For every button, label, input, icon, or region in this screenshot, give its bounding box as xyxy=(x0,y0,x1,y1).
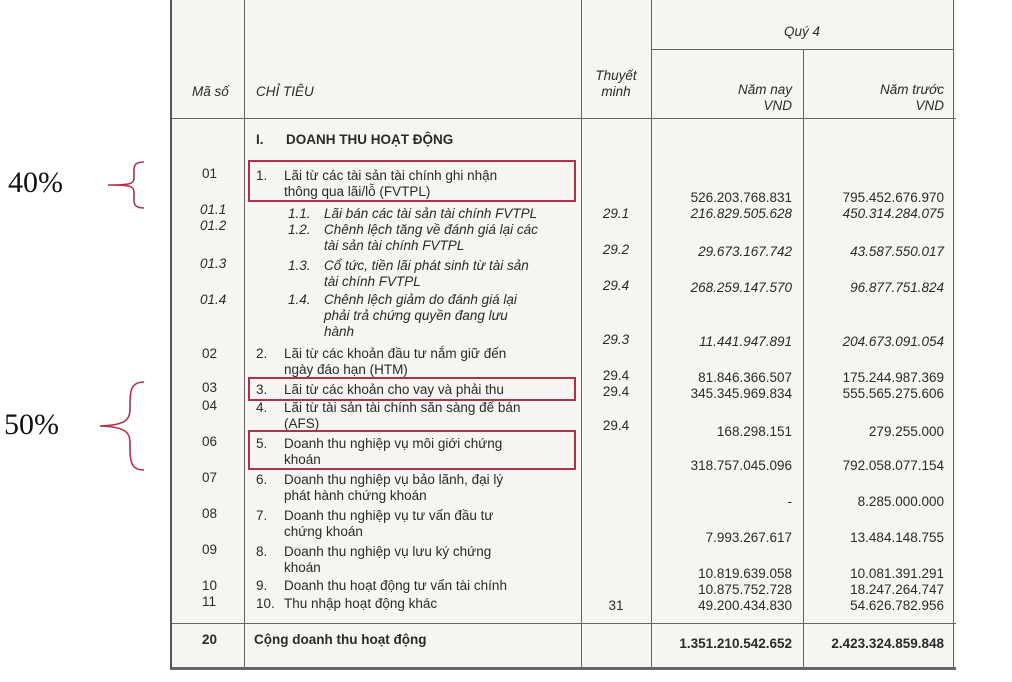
row-014-label-1: Chênh lệch giảm do đánh giá lại xyxy=(324,292,517,307)
header-line xyxy=(172,118,956,119)
row-10-previous: 18.247.264.747 xyxy=(850,582,944,597)
row-06-current: 318.757.045.096 xyxy=(690,458,792,473)
row-012-current: 29.673.167.742 xyxy=(698,244,792,259)
row-04-label-1: Lãi từ tài sản tài chính sẵn sàng để bán xyxy=(284,400,521,415)
row-08-previous: 13.484.148.755 xyxy=(850,530,944,545)
row-014-num: 1.4. xyxy=(288,292,311,307)
row-01-num: 1. xyxy=(256,168,268,183)
row-04-previous: 279.255.000 xyxy=(868,424,944,439)
row-08-code: 08 xyxy=(202,506,218,521)
row-04-code: 04 xyxy=(202,398,218,413)
row-09-label-2: khoán xyxy=(284,560,321,575)
row-013-current: 268.259.147.570 xyxy=(690,280,792,295)
row-012-num: 1.2. xyxy=(288,222,311,237)
row-02-num: 2. xyxy=(256,346,268,361)
row-08-label-1: Doanh thu nghiệp vụ tư vấn đầu tư xyxy=(284,508,494,523)
total-previous: 2.423.324.859.848 xyxy=(831,636,944,651)
row-02-previous: 175.244.987.369 xyxy=(842,370,944,385)
row-04-label-2: (AFS) xyxy=(284,416,320,431)
row-014-previous: 204.673.091.054 xyxy=(842,334,944,349)
row-014-current: 11.441.947.891 xyxy=(699,334,792,349)
col-line-5 xyxy=(953,0,954,670)
row-04-num: 4. xyxy=(256,400,268,415)
header-nam-truoc-2: VND xyxy=(915,98,944,113)
section-number: I. xyxy=(256,132,264,147)
row-02-label-1: Lãi từ các khoản đầu tư nắm giữ đến xyxy=(284,346,507,361)
row-012-previous: 43.587.550.017 xyxy=(850,244,944,259)
col-line-1 xyxy=(244,0,245,670)
row-03-label-1: Lãi từ các khoản cho vay và phải thu xyxy=(284,382,504,397)
total-code: 20 xyxy=(202,632,218,647)
row-06-num: 5. xyxy=(256,436,268,451)
row-012-label-1: Chênh lệch tăng về đánh giá lại các xyxy=(324,222,538,237)
row-03-note: 29.4 xyxy=(602,384,630,399)
row-011-previous: 450.314.284.075 xyxy=(842,206,944,221)
header-chi-tieu: CHỈ TIÊU xyxy=(256,84,314,99)
row-11-code: 11 xyxy=(202,594,217,609)
row-02-current: 81.846.366.507 xyxy=(698,370,792,385)
total-line xyxy=(172,623,956,624)
row-02-note: 29.4 xyxy=(602,368,630,383)
row-10-code: 10 xyxy=(202,578,218,593)
row-013-previous: 96.877.751.824 xyxy=(850,280,944,295)
row-012-code: 01.2 xyxy=(200,218,227,233)
annotation-40-percent: 40% xyxy=(8,166,63,199)
row-01-label-2: thông qua lãi/lỗ (FVTPL) xyxy=(284,184,431,199)
row-03-num: 3. xyxy=(256,382,268,397)
row-02-label-2: ngày đáo hạn (HTM) xyxy=(284,362,408,377)
row-01-previous: 795.452.676.970 xyxy=(842,190,944,205)
highlight-box-row-06 xyxy=(248,430,576,470)
row-011-label-1: Lãi bán các tài sản tài chính FVTPL xyxy=(324,206,538,221)
row-014-note: 29.3 xyxy=(602,332,630,347)
row-012-note: 29.2 xyxy=(602,242,630,257)
row-10-current: 10.875.752.728 xyxy=(698,582,792,597)
row-012-label-2: tài sản tài chính FVTPL xyxy=(324,238,465,253)
row-07-label-2: phát hành chứng khoán xyxy=(284,488,427,503)
financial-table xyxy=(170,0,956,670)
row-06-code: 06 xyxy=(202,434,218,449)
row-11-previous: 54.626.782.956 xyxy=(850,598,944,613)
row-011-code: 01.1 xyxy=(200,202,227,217)
row-011-note: 29.1 xyxy=(602,206,630,221)
row-07-previous: 8.285.000.000 xyxy=(857,494,944,509)
row-011-current: 216.829.505.628 xyxy=(690,206,792,221)
row-03-previous: 555.565.275.606 xyxy=(842,386,944,401)
row-07-code: 07 xyxy=(202,470,218,485)
row-06-label-1: Doanh thu nghiệp vụ môi giới chứng xyxy=(284,436,503,451)
bracket-top xyxy=(104,160,144,210)
row-014-label-2: phải trả chứng quyền đang lưu xyxy=(324,308,508,323)
row-09-code: 09 xyxy=(202,542,218,557)
row-11-label-1: Thu nhập hoạt động khác xyxy=(284,596,438,611)
row-03-current: 345.345.969.834 xyxy=(690,386,792,401)
row-09-current: 10.819.639.058 xyxy=(698,566,792,581)
row-09-label-1: Doanh thu nghiệp vụ lưu ký chứng xyxy=(284,544,492,559)
quarter-line xyxy=(651,49,953,50)
row-02-code: 02 xyxy=(202,346,218,361)
row-01-current: 526.203.768.831 xyxy=(690,190,792,205)
row-08-num: 7. xyxy=(256,508,268,523)
row-014-label-3: hành xyxy=(324,324,355,339)
header-nam-nay-1: Năm nay xyxy=(737,82,792,97)
row-11-note: 31 xyxy=(608,598,624,613)
row-013-label-1: Cổ tức, tiền lãi phát sinh từ tài sản xyxy=(324,258,529,273)
row-013-num: 1.3. xyxy=(288,258,311,273)
row-09-num: 8. xyxy=(256,544,268,559)
total-current: 1.351.210.542.652 xyxy=(679,636,792,651)
row-08-current: 7.993.267.617 xyxy=(705,530,792,545)
header-thuyet-minh-1: Thuyết xyxy=(595,68,637,83)
row-013-label-2: tài chính FVTPL xyxy=(324,274,421,289)
row-011-num: 1.1. xyxy=(288,206,311,221)
row-03-code: 03 xyxy=(202,380,218,395)
section-title: DOANH THU HOẠT ĐỘNG xyxy=(286,132,454,147)
total-label: Cộng doanh thu hoạt động xyxy=(254,632,427,647)
row-10-label-1: Doanh thu hoạt động tư vấn tài chính xyxy=(284,578,507,593)
row-07-label-1: Doanh thu nghiệp vụ bảo lãnh, đại lý xyxy=(284,472,504,487)
row-06-label-2: khoán xyxy=(284,452,321,467)
row-11-num: 10. xyxy=(256,596,275,611)
row-04-note: 29.4 xyxy=(602,418,630,433)
row-01-code: 01 xyxy=(202,166,218,181)
row-013-code: 01.3 xyxy=(200,256,227,271)
row-01-label-1: Lãi từ các tài sản tài chính ghi nhận xyxy=(284,168,498,183)
header-nam-nay-2: VND xyxy=(763,98,792,113)
row-07-current: - xyxy=(787,494,792,509)
bracket-bottom xyxy=(96,380,146,472)
highlight-box-row-01 xyxy=(248,160,576,202)
row-10-num: 9. xyxy=(256,578,268,593)
header-thuyet-minh-2: minh xyxy=(601,84,631,99)
header-ma-so: Mã số xyxy=(192,84,229,99)
row-07-num: 6. xyxy=(256,472,268,487)
header-nam-truoc-1: Năm trước xyxy=(880,82,944,97)
row-04-current: 168.298.151 xyxy=(716,424,792,439)
row-06-previous: 792.058.077.154 xyxy=(842,458,944,473)
annotation-50-percent: 50% xyxy=(4,408,59,441)
row-08-label-2: chứng khoán xyxy=(284,524,363,539)
row-013-note: 29.4 xyxy=(602,278,630,293)
row-09-previous: 10.081.391.291 xyxy=(850,566,944,581)
row-014-code: 01.4 xyxy=(200,292,227,307)
header-quarter: Quý 4 xyxy=(783,24,821,39)
highlight-box-row-03 xyxy=(248,377,576,401)
row-11-current: 49.200.434.830 xyxy=(698,598,792,613)
